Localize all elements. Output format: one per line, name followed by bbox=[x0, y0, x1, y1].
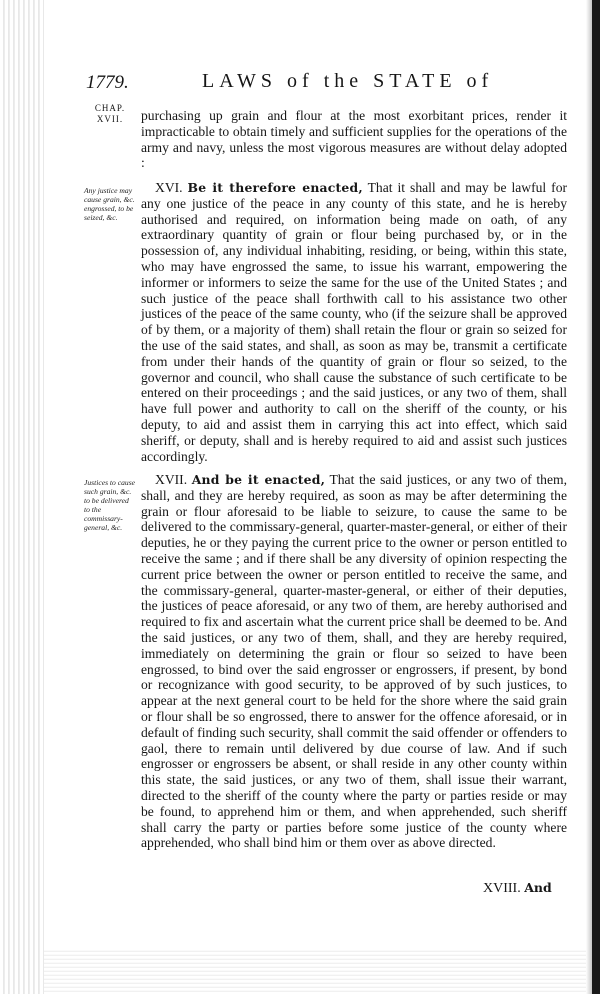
chapter-label-text: CHAP. bbox=[94, 103, 126, 113]
margin-note-section-16: Any justice may cause grain, &c. engrossed, to be seized, &c. bbox=[84, 186, 135, 222]
page-bottom-margin bbox=[44, 950, 586, 994]
page-year: 1779. bbox=[86, 72, 129, 93]
catchword-number: XVIII. bbox=[483, 881, 521, 896]
section-16-enacting-clause: Be it therefore enacted, bbox=[187, 180, 363, 195]
intro-paragraph: purchasing up grain and flour at the most exorbitant prices, render it impracticable to obtain timely and sufficient supplies for the operations of the army and navy, unless the most vigorous measures are without delay adopted : bbox=[141, 108, 567, 171]
page-edge-right bbox=[592, 0, 600, 994]
page-edge-left bbox=[0, 0, 44, 994]
margin-note-section-17: Justices to cause such grain, &c. to be delivered to the commissary-general, &c. bbox=[84, 478, 136, 532]
section-17-number: XVII. bbox=[155, 472, 188, 487]
section-16 bbox=[141, 180, 567, 464]
catchword-word: And bbox=[524, 880, 552, 895]
chapter-label bbox=[84, 103, 136, 125]
section-17 bbox=[141, 472, 567, 851]
running-title: LAWS of the STATE of bbox=[202, 70, 494, 92]
section-17-text: That the said justices, or any two of them, shall, and they are hereby required, as soon as may be after determining the grain or flour aforesaid to be liable to seizure, to cause the same to be delivered to the commissary-general, quarter-master-general, or either of their deputies, he or they paying the current price to the owner or person entitled to receive the same ; and if there shall be any diversity of opinion respecting the current price between the owner or person entitled to receive the same, and the commissary-general, quarter-master-general, or either of their deputies, the justices of peace aforesaid, or any two of them, are hereby authorised and required to fix and ascertain what the current price shall be deemed to be. And the said justices, or any two of them, shall, and they are hereby required, immediately on determining the grain or flour so seized to have been engrossed, to bind over the said engrosser or engrossers, if present, by bond or recognizance with good security, to be approved of by such justices, to appear at the next general court to be held for the shore where the said grain or flour shall be so engrossed, there to answer for the offence aforesaid, or in default of finding such security, shall commit the said offender or offenders to gaol, there to remain until delivered by due course of law. And if such engrosser or engrossers be absent, or shall reside in any other county within this state, the said justices, or any two of them, shall issue their warrant, directed to the sheriff of the county where the party or parties reside or may be found, to apprehend him or them, and when apprehended, such sheriff shall carry the party or parties before some justice of the county where apprehended, who shall bind him or them over as above directed. bbox=[141, 472, 567, 851]
section-16-number: XVI. bbox=[155, 180, 183, 195]
catchword bbox=[483, 880, 552, 897]
chapter-number: XVII. bbox=[96, 114, 124, 124]
page-header bbox=[82, 68, 572, 94]
section-17-enacting-clause: And be it enacted, bbox=[191, 472, 326, 487]
section-16-text: That it shall and may be lawful for any one justice of the peace in any county of this state, and he is hereby authorised and required, on information being made on oath, of any extraordinary quantity of grain or flour being purchased by, or in the possession of, any individual inhabiting, residing, or being, within this state, who may have engrossed the same, to issue his warrant, empowering the informer or informers to seize the same for the use of the United States ; and such justice of the peace shall forthwith call to his assistance two other justices of the peace of the same county, who (if the seizure shall be approved of by them, or a majority of them) shall retain the flour or grain so seized for the use of the said states, and shall, as soon as may be, transmit a certificate from under their hands of the quantity of grain or flour so seized, to the governor and council, who shall cause the substance of such certificate to be entered on their proceedings ; and the said justices, or any two of them, shall have full power and authority to call on the sheriff of the county, or his deputy, to aid and assist them in carrying this act into effect, which said sheriff, or deputy, shall and is hereby required to aid and assist such justices accordingly. bbox=[141, 180, 568, 464]
